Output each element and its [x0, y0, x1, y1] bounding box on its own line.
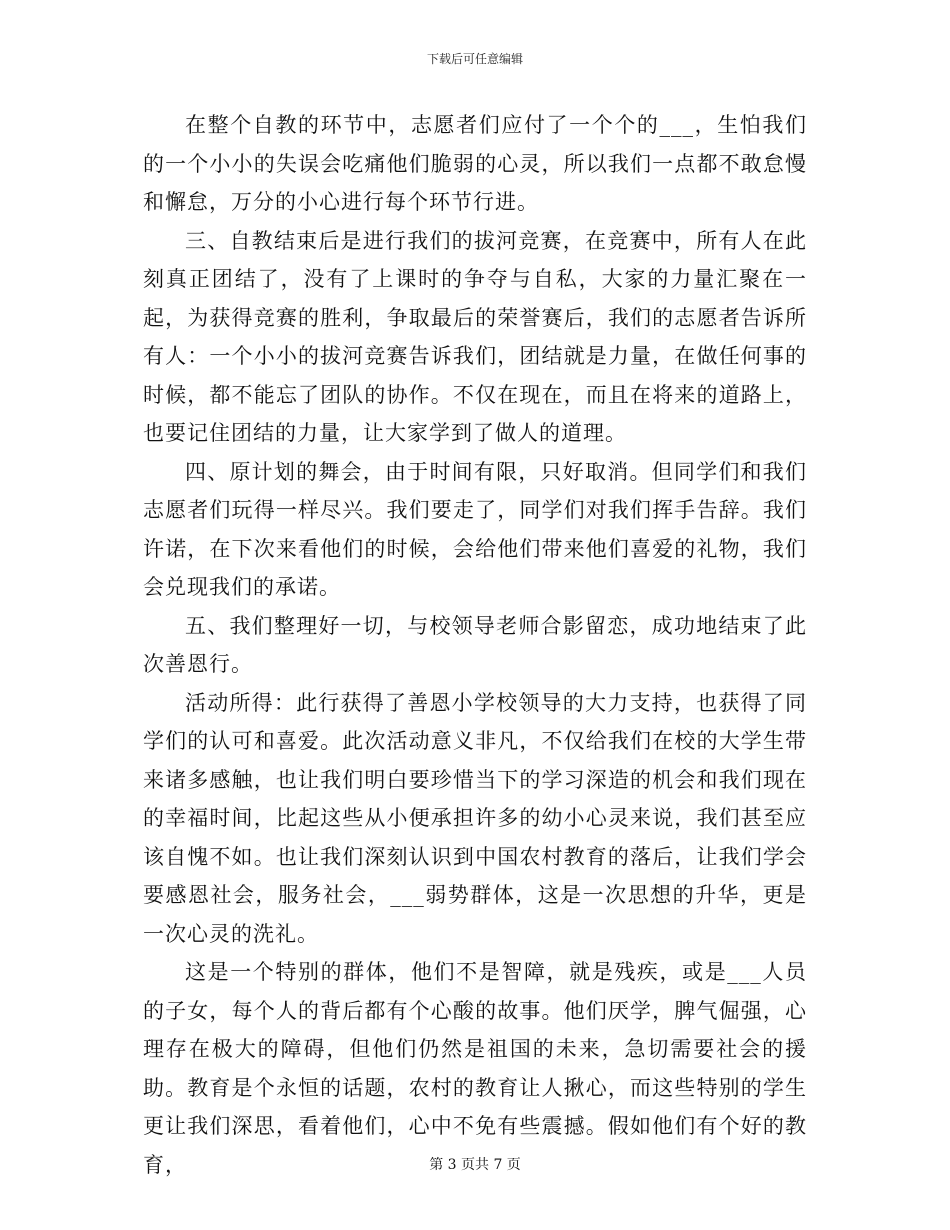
paragraph-dance-cancelled: 四、原计划的舞会，由于时间有限，只好取消。但同学们和我们志愿者们玩得一样尽兴。我们要走了，同学们对我们挥手告辞。我们许诺，在下次来看他们的时候，会给他们带来他们喜爱的礼物，我们会兑现我们的承诺。 [143, 459, 807, 599]
paragraph-volunteer-caution: 在整个自教的环节中，志愿者们应付了一个个的___，生怕我们的一个小小的失误会吃痛他们脆弱的心灵，所以我们一点都不敢怠慢和懈怠，万分的小心进行每个环节行进。 [143, 113, 807, 214]
paragraph-group-photo: 五、我们整理好一切，与校领导老师合影留恋，成功地结束了此次善恩行。 [143, 613, 807, 676]
page-number-footer: 第 3 页共 7 页 [429, 1157, 521, 1173]
paragraph-special-group: 这是一个特别的群体，他们不是智障，就是残疾，或是___人员的子女，每个人的背后都有个心酸的故事。他们厌学，脾气倔强，心理存在极大的障碍，但他们仍然是祖国的未来，急切需要社会的援助。教育是个永恒的话题，农村的教育让人揪心，而这些特别的学生更让我们深思，看着他们，心中不免有些震撼。假如他们有个好的教育， [143, 960, 807, 1177]
page-header: 下载后可任意编辑 [426, 52, 523, 66]
paragraph-activity-gains: 活动所得：此行获得了善恩小学校领导的大力支持，也获得了同学们的认可和喜爱。此次活动意义非凡，不仅给我们在校的大学生带来诸多感触，也让我们明白要珍惜当下的学习深造的机会和我们现在的幸福时间，比起这些从小便承担许多的幼小心灵来说，我们甚至应该自愧不如。也让我们深刻认识到中国农村教育的落后，让我们学会要感恩社会，服务社会，___弱势群体，这是一次思想的升华，更是一次心灵的洗礼。 [143, 690, 807, 946]
document-body [143, 106, 807, 1184]
paragraph-tug-of-war: 三、自教结束后是进行我们的拔河竞赛，在竞赛中，所有人在此刻真正团结了，没有了上课时的争夺与自私，大家的力量汇聚在一起，为获得竞赛的胜利，争取最后的荣誉赛后，我们的志愿者告诉所有人：一个小小的拔河竞赛告诉我们，团结就是力量，在做任何事的时候，都不能忘了团队的协作。不仅在现在，而且在将来的道路上，也要记住团结的力量，让大家学到了做人的道理。 [143, 228, 807, 445]
